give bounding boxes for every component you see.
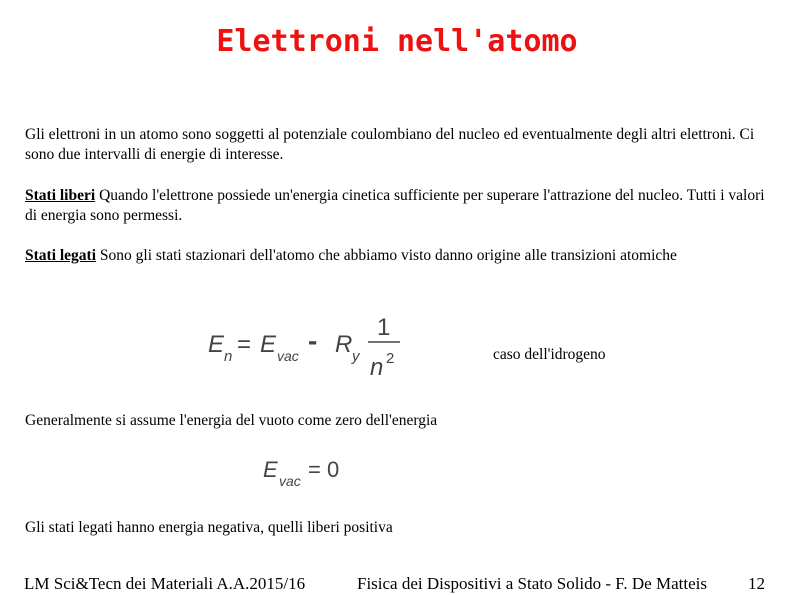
free-states-paragraph — [25, 186, 770, 226]
bound-states-text: Sono gli stati stazionari dell'atomo che abbiamo visto danno origine alle transizioni atomiche — [96, 247, 677, 264]
page-number: 12 — [748, 574, 765, 593]
formula2-rhs: = 0 — [308, 457, 340, 482]
footer-lecture: Fisica dei Dispositivi a Stato Solido - F. De Matteis — [357, 574, 707, 593]
formula1-n-sub: n — [224, 348, 233, 365]
formula2-vac-sub: vac — [279, 473, 301, 489]
formula1-equals: = — [237, 331, 252, 358]
formula1-numerator: 1 — [377, 314, 391, 341]
formula1-denominator: n — [370, 354, 384, 381]
formula1-y-sub: y — [352, 348, 360, 365]
formula1-E: E — [208, 331, 225, 358]
formula2-E: E — [263, 457, 278, 482]
formula1-E-vac: E — [260, 331, 277, 358]
bound-states-term: Stati legati — [25, 247, 97, 264]
formula1-minus: - — [308, 325, 318, 356]
sign-note: Gli stati legati hanno energia negativa, quelli liberi positiva — [25, 519, 393, 536]
hydrogen-caption: caso dell'idrogeno — [493, 346, 606, 363]
vacuum-note: Generalmente si assume l'energia del vuoto come zero dell'energia — [25, 412, 438, 429]
formula1-vac-sub: vac — [277, 348, 299, 364]
bound-states-paragraph — [25, 246, 770, 266]
footer-course: LM Sci&Tecn dei Materiali A.A.2015/16 — [24, 574, 306, 593]
energy-levels-formula — [200, 305, 420, 385]
free-states-text: Quando l'elettrone possiede un'energia cinetica sufficiente per superare l'attrazione del nucleo. Tutti i valori di energia sono permessi. — [25, 187, 765, 224]
slide-title: Elettroni nell'atomo — [216, 24, 578, 59]
vacuum-energy-formula — [255, 450, 365, 495]
free-states-term: Stati liberi — [25, 187, 96, 204]
formula1-exponent: 2 — [386, 350, 395, 367]
intro-paragraph: Gli elettroni in un atomo sono soggetti al potenziale coulombiano del nucleo ed eventualmente degli altri elettroni. Ci sono due intervalli di energie di interesse. — [25, 126, 755, 163]
formula1-R: R — [335, 331, 353, 358]
